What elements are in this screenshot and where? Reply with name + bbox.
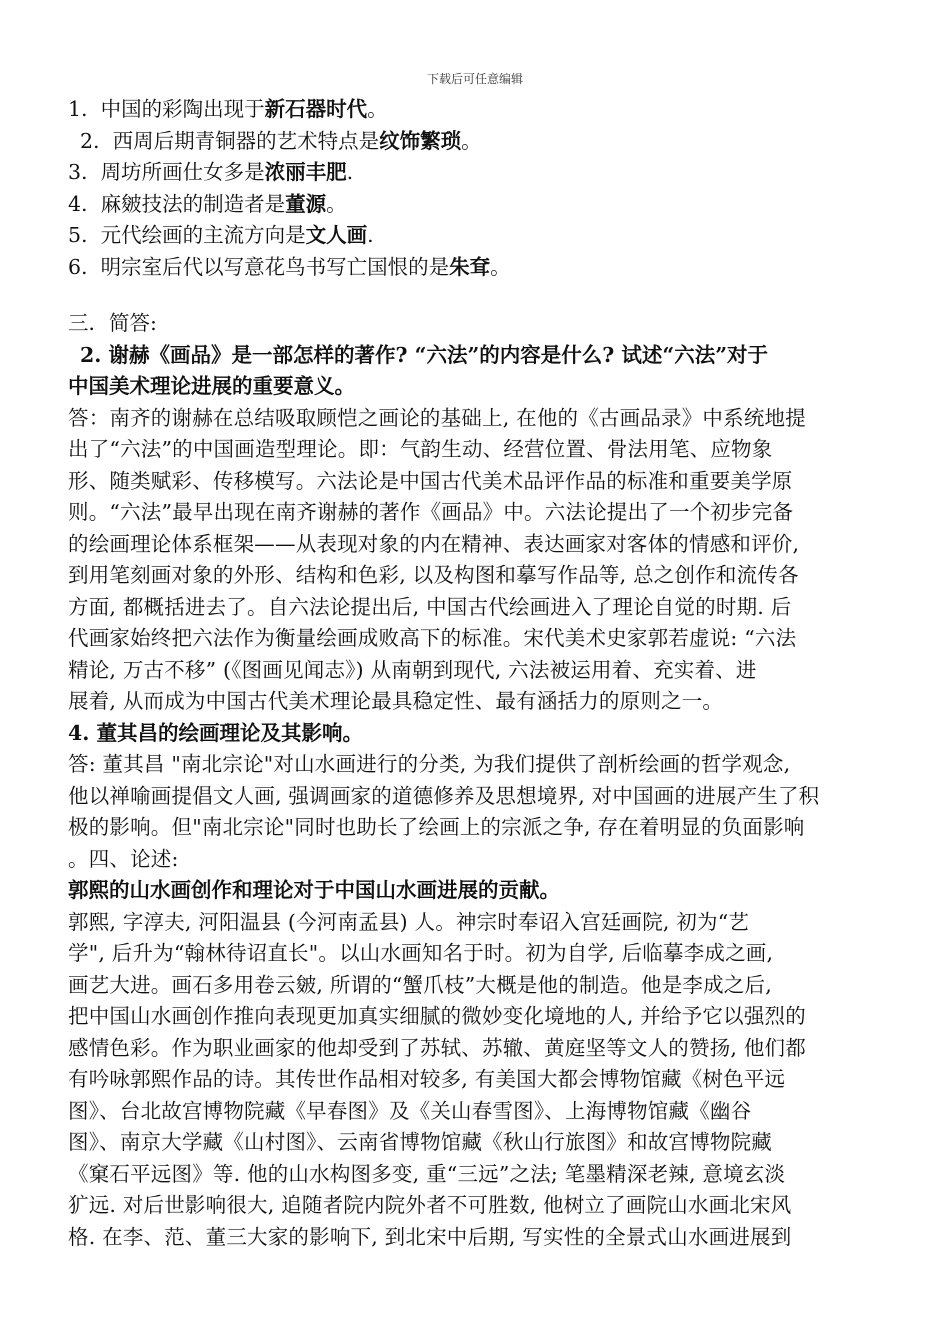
item-number: 6. xyxy=(68,254,88,279)
fill-item xyxy=(68,252,888,284)
essay-line: 格. 在李、范、董三大家的影响下, 到北宋中后期, 写实性的全景式山水画进展到 xyxy=(68,1224,792,1249)
page-header: 下载后可任意编辑 xyxy=(426,72,523,86)
essay-body xyxy=(68,907,888,1254)
question-4-answer xyxy=(68,749,888,875)
item-prefix: 麻皴技法的制造者是 xyxy=(100,191,286,216)
essay-line: 图》、台北故宫博物院藏《早春图》及《关山春雪图》、上海博物馆藏《幽谷 xyxy=(68,1098,752,1123)
answer-line: 。四、论述: xyxy=(68,846,179,871)
answer-line: 代画家始终把六法作为衡量绘画成败高下的标准。宋代美术史家郭若虚说: “六法 xyxy=(68,626,797,650)
item-answer: 文人画 xyxy=(305,223,368,247)
essay-line: 图》、南京大学藏《山村图》、云南省博物馆藏《秋山行旅图》和故宫博物院藏 xyxy=(68,1130,772,1154)
item-prefix: 明宗室后代以写意花鸟书写亡国恨的是 xyxy=(100,254,450,279)
answer-line: 展着, 从而成为中国古代美术理论最具稳定性、最有涵括力的原则之一。 xyxy=(68,689,724,713)
question-4-title: 4. 董其昌的绘画理论及其影响。 xyxy=(68,720,364,745)
answer-line: 的绘画理论体系框架——从表现对象的内在精神、表达画家对客体的情感和评价, xyxy=(68,531,800,556)
item-suffix: . xyxy=(367,223,374,247)
item-number: 2. xyxy=(80,128,100,153)
item-suffix: 。 xyxy=(461,128,482,153)
fill-item xyxy=(68,94,888,126)
answer-line: 出了“六法”的中国画造型理论。即：气韵生动、经营位置、骨法用笔、应物象 xyxy=(68,437,773,461)
essay-line: 《窠石平远图》等. 他的山水构图多变, 重“三远”之法; 笔墨精深老辣, 意境玄淡 xyxy=(68,1161,786,1186)
answer-line: 他以禅喻画提倡文人画, 强调画家的道德修养及思想境界, 对中国画的进展产生了积 xyxy=(68,783,820,808)
item-prefix: 中国的彩陶出现于 xyxy=(100,97,265,121)
item-number: 4. xyxy=(68,191,88,216)
fill-item xyxy=(68,220,888,252)
answer-line: 答：南齐的谢赫在总结吸取顾恺之画论的基础上, 在他的《古画品录》中系统地提 xyxy=(68,405,806,430)
answer-line: 到用笔刻画对象的外形、结构和色彩, 以及构图和摹写作品等, 总之创作和流传各 xyxy=(68,563,799,587)
essay-line: 有吟咏郭熙作品的诗。其传世作品相对较多, 有美国大都会博物馆藏《树色平远 xyxy=(68,1067,786,1091)
document-body xyxy=(68,94,888,1253)
fill-in-list xyxy=(68,94,888,283)
question-2-title xyxy=(68,340,888,403)
question-title-line: 2. 谢赫《画品》是一部怎样的著作? “六法”的内容是什么? 试述“六法”对于 xyxy=(80,342,768,367)
fill-item xyxy=(68,157,888,189)
essay-line: 把中国山水画创作推向表现更加真实细腻的微妙变化境地的人, 并给予它以强烈的 xyxy=(68,1004,806,1028)
spacer xyxy=(68,283,888,308)
answer-line: 答: 董其昌 "南北宗论"对山水画进行的分类, 为我们提供了剖析绘画的哲学观念, xyxy=(68,752,791,776)
item-number: 3. xyxy=(68,160,88,184)
item-prefix: 元代绘画的主流方向是 xyxy=(100,223,306,247)
item-suffix: 。 xyxy=(490,254,511,279)
answer-line: 方面, 都概括进去了。自六法论提出后, 中国古代绘画进入了理论自觉的时期. 后 xyxy=(68,594,792,619)
question-title-line: 中国美术理论进展的重要意义。 xyxy=(68,374,355,398)
item-prefix: 周坊所画仕女多是 xyxy=(100,160,265,184)
item-suffix: 。 xyxy=(367,97,388,121)
essay-line: 感情色彩。作为职业画家的他却受到了苏轼、苏辙、黄庭坚等文人的赞扬, 他们都 xyxy=(68,1035,806,1060)
essay-line: 犷远. 对后世影响很大, 追随者院内院外者不可胜数, 他树立了画院山水画北宋风 xyxy=(68,1193,792,1217)
item-suffix: . xyxy=(346,160,354,184)
essay-title: 郭熙的山水画创作和理论对于中国山水画进展的贡献。 xyxy=(68,878,560,902)
question-2-answer xyxy=(68,403,888,718)
item-suffix: 。 xyxy=(326,191,347,216)
item-answer: 朱耷 xyxy=(449,254,491,279)
item-number: 1. xyxy=(68,97,88,121)
item-answer: 浓丽丰肥 xyxy=(264,160,347,184)
fill-item xyxy=(68,126,888,158)
section-heading: 三．简答: xyxy=(68,311,157,335)
item-prefix: 西周后期青铜器的艺术特点是 xyxy=(112,128,380,153)
answer-line: 精论, 万古不移” (《图画见闻志》) 从南朝到现代, 六法被运用着、充实着、进 xyxy=(68,657,757,682)
item-number: 5. xyxy=(68,223,88,247)
essay-line: 画艺大进。画石多用卷云皴, 所谓的“蟹爪枝”大概是他的制造。他是李成之后, xyxy=(68,972,772,997)
essay-line: 学", 后升为“翰林待诏直长"。以山水画知名于时。初为自学, 后临摹李成之画, xyxy=(68,941,774,965)
item-answer: 新石器时代 xyxy=(264,97,368,121)
item-answer: 董源 xyxy=(285,191,327,216)
answer-line: 则。“六法”最早出现在南齐谢赫的著作《画品》中。六法论提出了一个初步完备 xyxy=(68,500,794,524)
fill-item xyxy=(68,189,888,221)
answer-line: 形、随类赋彩、传移模写。六法论是中国古代美术品评作品的标准和重要美学原 xyxy=(68,468,793,493)
item-answer: 纹饰繁琐 xyxy=(379,128,462,153)
essay-line: 郭熙, 字淳夫, 河阳温县 (今河南孟县) 人。神宗时奉诏入宫廷画院, 初为“艺 xyxy=(68,909,750,934)
answer-line: 极的影响。但"南北宗论"同时也助长了绘画上的宗派之争, 存在着明显的负面影响 xyxy=(68,815,805,839)
